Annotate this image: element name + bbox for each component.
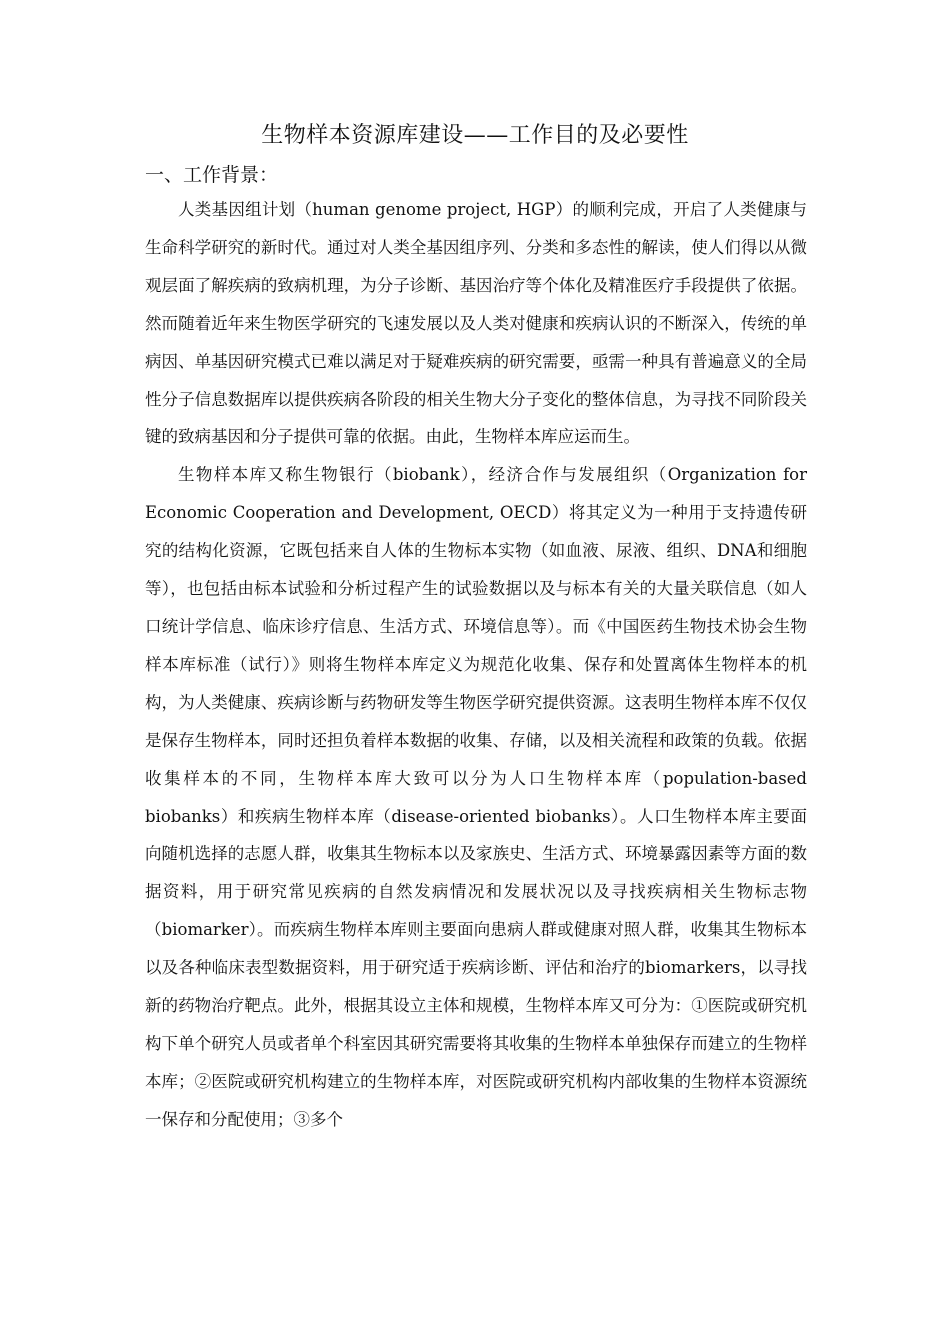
paragraph: 人类基因组计划（human genome project, HGP）的顺利完成，开启了人类健康与生命科学研究的新时代。通过对人类全基因组序列、分类和多态性的解读，使人们得以从微观层面了解疾病的致病机理，为分子诊断、基因治疗等个体化及精准医疗手段提供了依据。然而随着近年来生物医学研究的飞速发展以及人类对健康和疾病认识的不断深入，传统的单病因、单基因研究模式已难以满足对于疑难疾病的研究需要，亟需一种具有普遍意义的全局性分子信息数据库以提供疾病各阶段的相关生物大分子变化的整体信息，为寻找不同阶段关键的致病基因和分子提供可靠的依据。由此，生物样本库应运而生。 xyxy=(145,200,807,447)
document-body xyxy=(145,191,807,1139)
document-title: 生物样本资源库建设——工作目的及必要性 xyxy=(261,123,689,148)
section-heading: 一、工作背景： xyxy=(145,164,279,186)
paragraph: 生物样本库又称生物银行（biobank），经济合作与发展组织（Organization for Economic Cooperation and Development, OECD）将其定义为一种用于支持遗传研究的结构化资源，它既包括来自人体的生物标本实物（如血液、尿液、组织、DNA和细胞等），也包括由标本试验和分析过程产生的试验数据以及与标本有关的大量关联信息（如人口统计学信息、临床诊疗信息、生活方式、环境信息等）。而《中国医药生物技术协会生物样本库标准（试行）》则将生物样本库定义为规范化收集、保存和处置离体生物样本的机构，为人类健康、疾病诊断与药物研发等生物医学研究提供资源。这表明生物样本库不仅仅是保存生物样本，同时还担负着样本数据的收集、存储，以及相关流程和政策的负载。依据收集样本的不同，生物样本库大致可以分为人口生物样本库（population-based biobanks）和疾病生物样本库（disease-oriented biobanks）。人口生物样本库主要面向随机选择的志愿人群，收集其生物标本以及家族史、生活方式、环境暴露因素等方面的数据资料，用于研究常见疾病的自然发病情况和发展状况以及寻找疾病相关生物标志物（biomarker）。而疾病生物样本库则主要面向患病人群或健康对照人群，收集其生物标本以及各种临床表型数据资料，用于研究适于疾病诊断、评估和治疗的biomarkers，以寻找新的药物治疗靶点。此外，根据其设立主体和规模，生物样本库又可分为：①医院或研究机构下单个研究人员或者单个科室因其研究需要将其收集的生物样本单独保存而建立的生物样本库；②医院或研究机构建立的生物样本库，对医院或研究机构内部收集的生物样本资源统一保存和分配使用；③多个 xyxy=(145,465,807,1129)
